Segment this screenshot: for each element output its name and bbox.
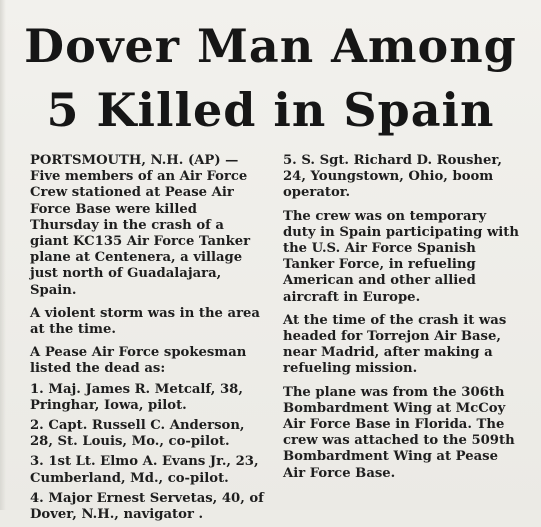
duty-paragraph: The crew was on temporary duty in Spain participating with the U.S. Air Force Spanish Tanker Force, in refueling American and other allied aircraft in Europe. [283, 208, 519, 305]
storm-paragraph: A violent storm was in the area at the time. [30, 305, 260, 338]
spokesman-paragraph: A Pease Air Force spokesman listed the dead as: [30, 345, 247, 377]
headline-line-1: Dover Man Among [24, 19, 517, 73]
headline [0, 14, 541, 142]
left-column [30, 153, 266, 527]
headline-line-2: 5 Killed in Spain [46, 83, 495, 137]
casualty-5: 5. S. Sgt. Richard D. Rousher, 24, Youngstown, Ohio, boom operator. [283, 153, 502, 201]
casualty-1: 1. Maj. James R. Metcalf, 38, Pringhar, Iowa, pilot. [30, 381, 243, 413]
lead-paragraph: PORTSMOUTH, N.H. (AP) — Five members of an Air Force Crew stationed at Pease Air Force Base were killed Thursday in the crash of a giant KC135 Air Force Tanker plane at Centenera, a village just north of Guadalajara, Spain. [30, 153, 251, 298]
wing-paragraph: The plane was from the 306th Bombardment Wing at McCoy Air Force Base in Florida. The crew was attached to the 509th Bombardment Wing at Pease Air Force Base. [283, 384, 515, 481]
crash-paragraph: At the time of the crash it was headed for Torrejon Air Base, near Madrid, after making a refueling mission. [283, 312, 507, 377]
casualty-2: 2. Capt. Russell C. Anderson, 28, St. Louis, Mo., co-pilot. [30, 418, 245, 450]
casualty-3: 3. 1st Lt. Elmo A. Evans Jr., 23, Cumberland, Md., co-pilot. [30, 454, 259, 486]
right-column [283, 153, 521, 489]
casualty-4: 4. Major Ernest Servetas, 40, of Dover, N.H., navigator . [30, 490, 264, 523]
